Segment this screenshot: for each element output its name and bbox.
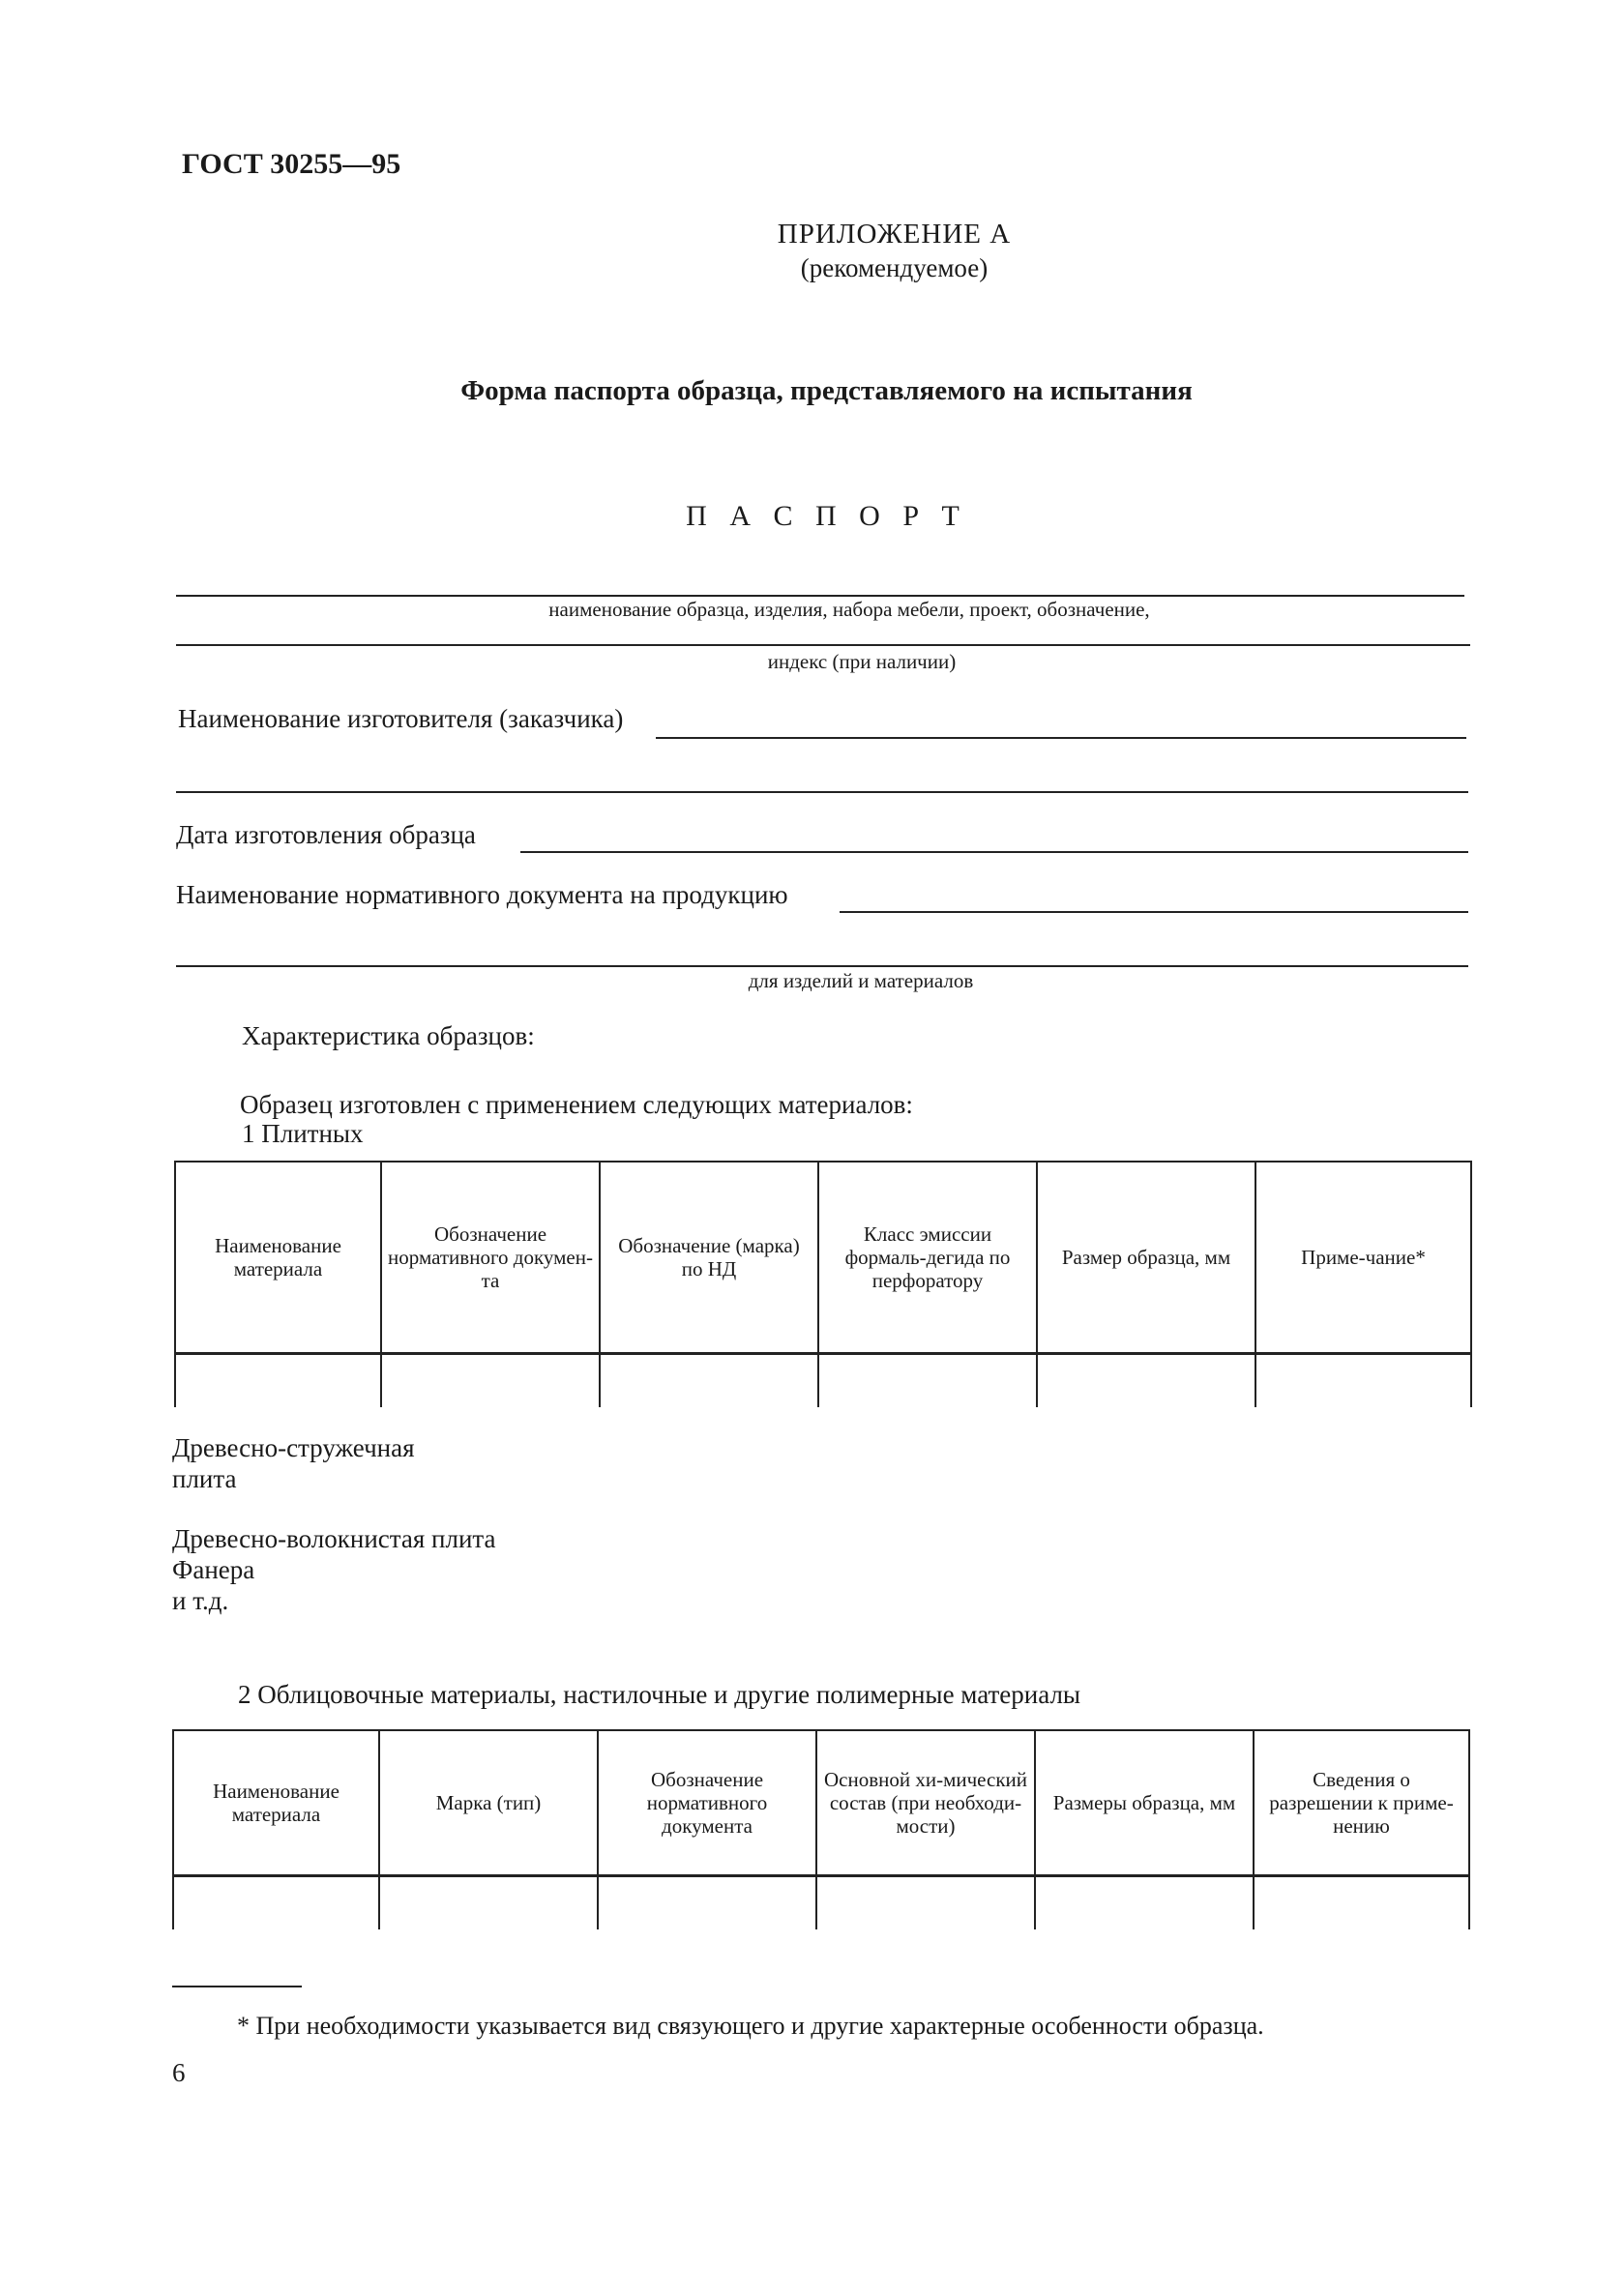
example-chipboard-2: плита xyxy=(172,1464,237,1493)
manufacture-date-line[interactable] xyxy=(520,851,1468,853)
col-norm-document: Обозначение нормативного докумен-та xyxy=(381,1162,600,1353)
annex-title: ПРИЛОЖЕНИЕ А xyxy=(777,219,1012,250)
col-material-name: Наименование материала xyxy=(175,1162,381,1353)
example-fiberboard: Древесно-волокнистая плита xyxy=(172,1524,496,1553)
col-chemical-composition: Основной хи-мический состав (при необходи-мости) xyxy=(816,1730,1035,1875)
norm-document-line-2[interactable] xyxy=(176,965,1468,967)
example-chipboard: Древесно-стружечная xyxy=(172,1433,415,1462)
materials-intro: Образец изготовлен с применением следующих материалов: xyxy=(240,1090,913,1119)
sample-name-line[interactable] xyxy=(176,595,1464,597)
table-cell[interactable] xyxy=(379,1875,598,1929)
table-cell[interactable] xyxy=(381,1353,600,1407)
table-row xyxy=(175,1353,1471,1407)
manufacture-date-label: Дата изготовления образца xyxy=(176,820,476,849)
table-cell[interactable] xyxy=(1037,1353,1255,1407)
table-cell[interactable] xyxy=(1254,1875,1469,1929)
col-emission-class: Класс эмиссии формаль-дегида по перфоратору xyxy=(818,1162,1037,1353)
col-note: Приме-чание* xyxy=(1255,1162,1471,1353)
table-row xyxy=(173,1875,1469,1929)
table-cell[interactable] xyxy=(598,1875,816,1929)
footnote: * При необходимости указывается вид связующего и другие характерные особенности образца. xyxy=(237,2012,1264,2040)
characteristics-label: Характеристика образцов: xyxy=(242,1021,535,1050)
manufacturer-line-2[interactable] xyxy=(176,791,1468,793)
norm-document-line[interactable] xyxy=(840,911,1468,913)
section2-title: 2 Облицовочные материалы, настилочные и другие полимерные материалы xyxy=(238,1680,1081,1709)
col-grade-type: Марка (тип) xyxy=(379,1730,598,1875)
section1-title: 1 Плитных xyxy=(242,1119,364,1148)
table-cell[interactable] xyxy=(173,1875,379,1929)
table-cell[interactable] xyxy=(818,1353,1037,1407)
example-plywood: Фанера xyxy=(172,1555,255,1584)
col-sample-size: Размер образца, мм xyxy=(1037,1162,1255,1353)
table-cell[interactable] xyxy=(600,1353,818,1407)
passport-heading: П А С П О Р Т xyxy=(686,500,967,532)
col-approval-info: Сведения о разрешении к приме-нению xyxy=(1254,1730,1469,1875)
table-cell[interactable] xyxy=(1255,1353,1471,1407)
manufacturer-label: Наименование изготовителя (заказчика) xyxy=(178,704,624,733)
form-title: Форма паспорта образца, представляемого на испытания xyxy=(460,375,1193,406)
annex-subtitle: (рекомендуемое) xyxy=(800,253,989,282)
example-etc: и т.д. xyxy=(172,1586,229,1615)
for-products-caption: для изделий и материалов xyxy=(748,969,974,992)
norm-document-label: Наименование нормативного документа на продукцию xyxy=(176,880,788,909)
manufacturer-line[interactable] xyxy=(656,737,1466,739)
col-norm-document: Обозначение нормативного документа xyxy=(598,1730,816,1875)
table-cell[interactable] xyxy=(1035,1875,1254,1929)
index-line[interactable] xyxy=(176,644,1470,646)
slab-materials-table xyxy=(174,1161,1472,1407)
index-caption: индекс (при наличии) xyxy=(767,650,957,673)
col-material-name: Наименование материала xyxy=(173,1730,379,1875)
footnote-rule xyxy=(172,1986,302,1987)
col-sample-sizes: Размеры образца, мм xyxy=(1035,1730,1254,1875)
finishing-materials-table xyxy=(172,1729,1470,1929)
table-cell[interactable] xyxy=(816,1875,1035,1929)
sample-name-caption: наименование образца, изделия, набора мебели, проект, обозначение, xyxy=(548,598,1150,621)
page-number: 6 xyxy=(172,2058,186,2087)
table-cell[interactable] xyxy=(175,1353,381,1407)
document-code: ГОСТ 30255—95 xyxy=(182,148,401,180)
col-grade: Обозначение (марка) по НД xyxy=(600,1162,818,1353)
